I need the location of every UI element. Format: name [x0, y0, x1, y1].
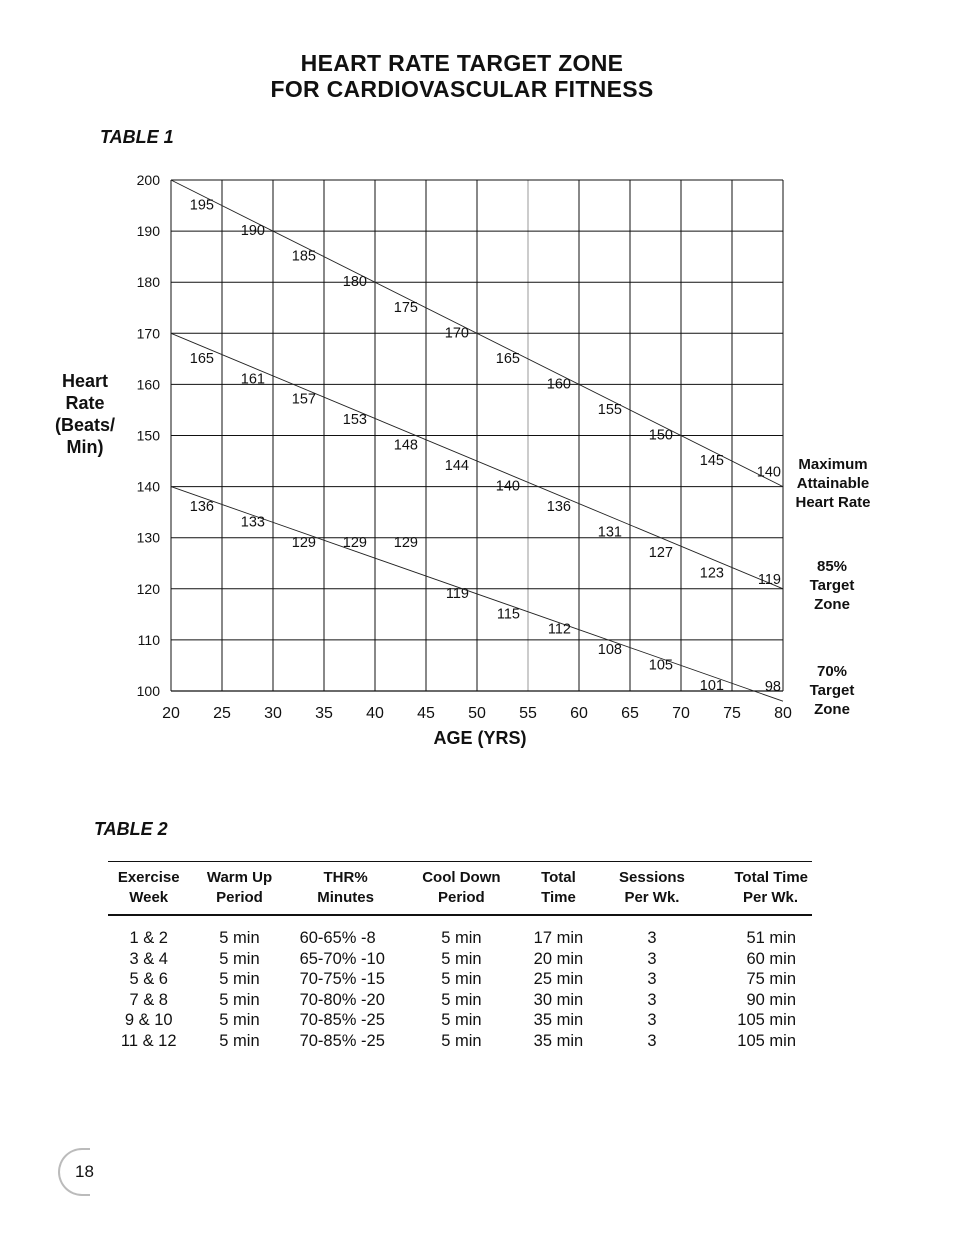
- x-tick-label: 65: [621, 705, 639, 722]
- x-tick-label: 70: [672, 705, 690, 722]
- data-label: 195: [189, 197, 214, 214]
- data-label: 161: [240, 371, 265, 388]
- data-label: 155: [597, 401, 622, 418]
- x-tick-label: 80: [774, 705, 792, 722]
- data-label: 101: [699, 677, 724, 694]
- column-header: Total Time: [521, 862, 596, 916]
- data-label: 180: [342, 274, 367, 291]
- series-label-85: [796, 557, 868, 614]
- series-label-line: Target: [809, 577, 855, 594]
- data-label: 165: [495, 350, 520, 367]
- series-label-line: Attainable: [796, 475, 870, 492]
- data-label: 185: [291, 248, 316, 265]
- data-label: 98: [764, 679, 781, 696]
- table-row: 7 & 8 5 min 70-80% -20 5 min 30 min 3 90 min: [129, 990, 796, 1009]
- x-tick-label: 20: [162, 705, 180, 722]
- data-label: 170: [444, 325, 469, 342]
- data-label: 133: [240, 514, 265, 531]
- table2-label: TABLE 2: [94, 819, 168, 839]
- y-axis-label: [40, 370, 130, 458]
- series-label-line: Target: [809, 682, 855, 699]
- series-label-max: [786, 455, 880, 512]
- series-label-line: Zone: [814, 701, 850, 718]
- column-header: Warm Up Period: [189, 862, 289, 916]
- y-axis-label-line: Rate: [65, 393, 105, 413]
- x-tick-label: 60: [570, 705, 588, 722]
- table-row: 5 & 6 5 min 70-75% -15 5 min 25 min 3 75 min: [129, 970, 796, 989]
- table-row: 11 & 12 5 min 70-85% -25 5 min 35 min 3 105 min: [120, 1031, 796, 1050]
- table-row: 3 & 4 5 min 65-70% -10 5 min 20 min 3 60 min: [129, 949, 796, 968]
- data-label: 160: [546, 376, 571, 393]
- data-label: 148: [393, 437, 418, 454]
- data-label: 131: [597, 524, 622, 541]
- data-label: 140: [495, 478, 520, 495]
- data-label: 105: [648, 657, 673, 674]
- data-label: 140: [756, 464, 781, 481]
- data-label: 165: [189, 350, 214, 367]
- data-label: 129: [342, 534, 367, 551]
- data-label: 157: [291, 391, 316, 408]
- x-tick-label: 30: [264, 705, 282, 722]
- series-label-line: 85%: [816, 558, 848, 575]
- data-label: 129: [393, 534, 418, 551]
- y-tick-label: 200: [136, 172, 160, 188]
- y-tick-label: 100: [136, 683, 160, 699]
- y-tick-label: 160: [136, 376, 160, 393]
- column-header: Exercise Week: [108, 862, 189, 916]
- data-label: 123: [699, 565, 724, 582]
- page-title-line1: HEART RATE TARGET ZONE: [300, 50, 624, 76]
- data-label: 144: [444, 458, 469, 475]
- series-label-line: 70%: [816, 663, 848, 680]
- y-tick-label: 170: [136, 325, 160, 342]
- series-label-70: [796, 662, 868, 719]
- table-row: 1 & 2 5 min 60-65% -8 5 min 17 min 3 51 min: [129, 929, 796, 947]
- x-tick-label: 45: [417, 705, 435, 722]
- data-label: 119: [445, 585, 469, 602]
- data-label: 127: [648, 545, 673, 562]
- data-label: 119: [757, 571, 781, 588]
- column-header: THR% Minutes: [290, 862, 402, 916]
- data-label: 129: [291, 534, 316, 551]
- data-label: 145: [699, 453, 724, 470]
- data-label: 150: [648, 427, 673, 444]
- table-row: 9 & 10 5 min 70-85% -25 5 min 35 min 3 105 min: [124, 1011, 796, 1030]
- y-tick-label: 110: [137, 631, 160, 648]
- data-label: 112: [547, 621, 571, 638]
- page-title-line2: FOR CARDIOVASCULAR FITNESS: [270, 76, 654, 102]
- series-label-line: Maximum: [798, 456, 868, 473]
- y-tick-label: 180: [136, 274, 160, 291]
- y-tick-label: 150: [136, 427, 160, 444]
- series-label-line: Heart Rate: [795, 494, 871, 511]
- y-tick-label: 140: [136, 478, 160, 495]
- y-axis-label-line: Heart: [61, 371, 109, 391]
- table1-label: TABLE 1: [100, 127, 174, 147]
- x-tick-label: 75: [723, 705, 741, 722]
- column-header: Sessions Per Wk.: [596, 862, 708, 916]
- data-label: 153: [342, 412, 367, 429]
- x-tick-label: 25: [213, 705, 231, 722]
- x-tick-label: 40: [366, 705, 384, 722]
- column-header: Cool Down Period: [402, 862, 521, 916]
- x-tick-label: 50: [468, 705, 486, 722]
- data-label: 115: [496, 606, 520, 623]
- data-label: 108: [597, 642, 622, 659]
- x-tick-label: 35: [315, 705, 333, 722]
- y-axis-label-line: (Beats/: [54, 415, 116, 435]
- y-tick-label: 120: [136, 580, 160, 597]
- data-label: 136: [546, 499, 571, 516]
- y-axis-label-line: Min): [66, 437, 104, 457]
- page-number: 18: [75, 1162, 94, 1181]
- y-tick-label: 190: [136, 223, 160, 240]
- data-label: 136: [189, 499, 214, 516]
- table-header-row: [108, 862, 812, 916]
- y-tick-label: 130: [136, 529, 160, 546]
- x-tick-label: 55: [519, 705, 537, 722]
- series-label-line: Zone: [814, 596, 850, 613]
- exercise-table: [108, 861, 812, 1052]
- x-axis-label: AGE (YRS): [433, 728, 527, 748]
- data-label: 190: [240, 223, 265, 240]
- data-label: 175: [393, 299, 418, 316]
- column-header: Total Time Per Wk.: [708, 862, 812, 916]
